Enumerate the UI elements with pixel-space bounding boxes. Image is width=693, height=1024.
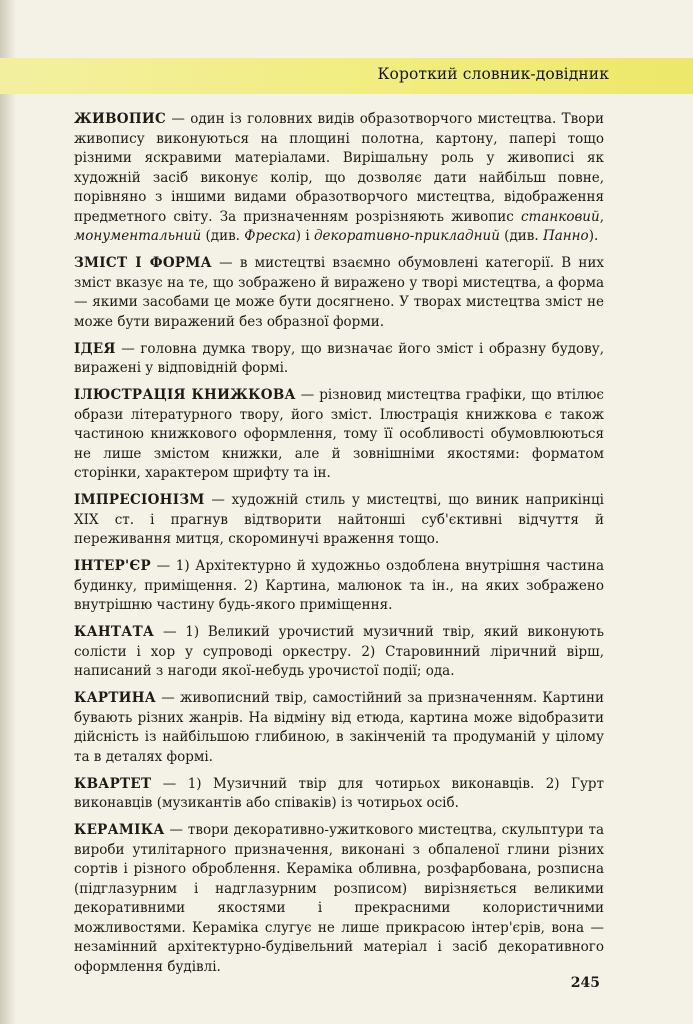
entry-zmist-i-forma bbox=[74, 254, 604, 332]
entry-interier bbox=[74, 557, 604, 616]
entry-impresionizm bbox=[74, 491, 604, 550]
entry-definition: — художній стиль у мистецтві, що виник наприкінці XIX ст. і прагнув відтворити найтонші суб'єктивні відчуття й переживання митця, скороминучі враження тощо. bbox=[74, 492, 604, 547]
entry-term: ІМПРЕСІОНІЗМ bbox=[74, 492, 205, 508]
entry-definition: — твори декоративно-ужиткового мистецтва, скульптури та вироби утилітарного призначення, виконані з обпаленої глини різних сортів і різного оброблення. Кераміка обливна, розфарбована, розписна (підглазурним і надглазурним розписом) вирізняється великими декоративними якостями і прекрасними колористичними можливостями. Кераміка слугує не лише прикрасою інтер'єрів, вона — незамінний архітектурно-будівельний матеріал і засіб декоративного оформлення будівлі. bbox=[74, 822, 604, 975]
page-number: 245 bbox=[570, 975, 600, 991]
entry-text: ). bbox=[588, 228, 599, 244]
entry-definition: — один із головних видів образотворчого мистецтва. Твори живопису виконуються на площині полотна, картону, папері тощо різними яскравими матеріалами. Вирішальну роль у живописі як художній засіб виконує колір, що дозволяє дати найбільш повне, порівняно з іншими видами образотворчого мистецтва, відображення предметного світу. За призначенням розрізняють живопис bbox=[74, 111, 604, 225]
entry-emphasis: станковий bbox=[520, 208, 600, 225]
entry-term: ЖИВОПИС bbox=[74, 111, 166, 127]
entry-zhyvopys bbox=[74, 110, 604, 247]
entry-term: КАНТАТА bbox=[74, 624, 155, 640]
entry-kvartet bbox=[74, 775, 604, 814]
entry-term: ІЛЮСТРАЦІЯ КНИЖКОВА bbox=[74, 387, 296, 403]
entry-text: (див. bbox=[201, 228, 245, 244]
page-title: Короткий словник-довідник bbox=[377, 65, 609, 83]
entry-ideia bbox=[74, 340, 604, 379]
entry-text: ) і bbox=[295, 228, 314, 244]
entry-definition: — в мистецтві взаємно обумовлені категорії. В них зміст вказує на те, що зображено й виражено у творі мистецтва, а форма — якими засобами це може бути досягнено. У творах мистецтва зміст не може бути виражений без образної форми. bbox=[74, 255, 605, 330]
entry-definition: — 1) Архітектурно й художньо оздоблена внутрішня частина будинку, приміщення. 2) Картина, малюнок та ін., на яких зображено внутрішню частину будь-якого приміщення. bbox=[74, 558, 604, 613]
entry-definition: — головна думка твору, що визначає його зміст і образну будову, виражені у відповідній формі. bbox=[74, 340, 604, 376]
entry-term: КВАРТЕТ bbox=[74, 775, 152, 792]
entry-emphasis: Фреска bbox=[244, 228, 296, 244]
entry-kantata bbox=[74, 623, 604, 682]
entry-term: КЕРАМІКА bbox=[74, 822, 165, 838]
book-spine-shadow bbox=[0, 0, 16, 1024]
entry-emphasis: Панно bbox=[542, 228, 589, 244]
entry-term: ІНТЕР'ЄР bbox=[74, 558, 151, 574]
entry-text: (див. bbox=[499, 228, 543, 244]
entry-term: ЗМІСТ І ФОРМА bbox=[74, 255, 212, 271]
entry-term: ІДЕЯ bbox=[74, 340, 116, 357]
entry-definition: — живописний твір, самостійний за призначенням. Картини бувають різних жанрів. На відміну від етюда, картина може відобразити дійсність із найбільшою глибиною, в закінченій та продуманій у цілому та в деталях формі. bbox=[74, 690, 604, 765]
entry-separator: , bbox=[599, 208, 604, 225]
entry-term: КАРТИНА bbox=[74, 690, 157, 706]
entry-emphasis: декоративно-прикладний bbox=[313, 228, 500, 244]
entry-definition: — 1) Великий урочистий музичний твір, який виконують солісти і хор у супроводі оркестру. 2) Старовинний ліричний вірш, написаний з нагоди якої-небудь урочистої події; ода. bbox=[74, 624, 604, 679]
entry-kartyna bbox=[74, 689, 604, 767]
entry-definition: — 1) Музичний твір для чотирьох виконавців. 2) Гурт виконавців (музикантів або співаків) із чотирьох осіб. bbox=[74, 775, 604, 811]
entry-iliustratsiia bbox=[74, 386, 604, 484]
entry-keramika bbox=[74, 821, 604, 977]
entry-definition: — різновид мистецтва графіки, що втілює образи літературного твору, його зміст. Ілюстрація книжкова є також частиною книжкового оформлення, тому її особливості обумовлюються не лише змістом книжки, але й зовнішніми якостями: форматом сторінки, характером шрифту та ін. bbox=[74, 387, 604, 481]
dictionary-entries bbox=[74, 110, 604, 985]
entry-emphasis: монументальний bbox=[74, 228, 202, 244]
